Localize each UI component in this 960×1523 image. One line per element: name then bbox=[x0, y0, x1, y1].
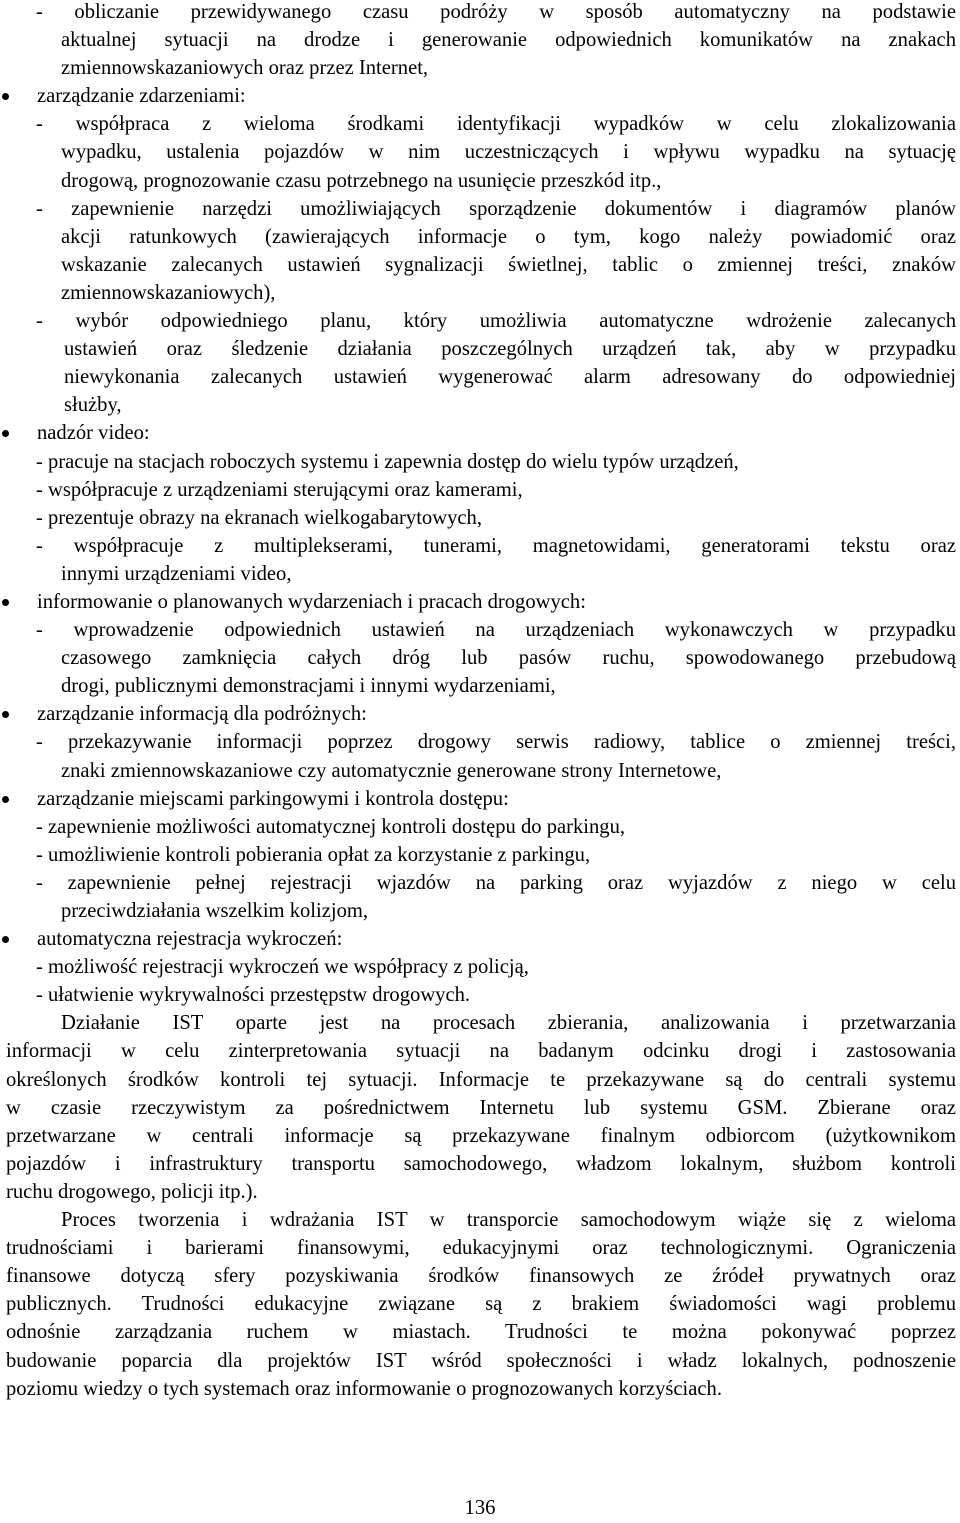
text-line: - umożliwienie kontroli pobierania opłat za korzystanie z parkingu, bbox=[36, 843, 591, 866]
text-line: akcji ratunkowych (zawierających informacje o tym, kogo należy powiadomić oraz bbox=[61, 225, 956, 248]
text-line: czasowego zamknięcia całych dróg lub pasów ruchu, spowodowanego przebudową bbox=[61, 647, 956, 670]
bullet-text: nadzór video: bbox=[37, 422, 150, 445]
bullet-text: informowanie o planowanych wydarzeniach i pracach drogowych: bbox=[37, 590, 586, 613]
text-line: - przekazywanie informacji poprzez drogowy serwis radiowy, tablice o zmiennej treści, bbox=[36, 731, 956, 754]
paragraph-line: Proces tworzenia i wdrażania IST w transporcie samochodowym wiąże się z wieloma bbox=[61, 1209, 956, 1232]
paragraph-line: publicznych. Trudności edukacyjne związane są z brakiem świadomości wagi problemu bbox=[6, 1293, 956, 1316]
text-line: - możliwość rejestracji wykroczeń we współpracy z policją, bbox=[36, 956, 529, 979]
text-line: - wybór odpowiedniego planu, który umożliwia automatyczne wdrożenie zalecanych bbox=[36, 310, 956, 333]
paragraph-line: odnośnie zarządzania ruchem w miastach. Trudności te można pokonywać poprzez bbox=[6, 1321, 956, 1344]
text-line: - prezentuje obrazy na ekranach wielkogabarytowych, bbox=[36, 506, 482, 529]
text-line: wypadku, ustalenia pojazdów w nim uczestniczących i wpływu wypadku na sytuację bbox=[61, 141, 956, 164]
text-line: - współpraca z wieloma środkami identyfikacji wypadków w celu zlokalizowania bbox=[36, 113, 956, 136]
paragraph-line: budowanie poparcia dla projektów IST wśród społeczności i władz lokalnych, podnoszenie bbox=[6, 1349, 956, 1372]
bullet-icon bbox=[2, 599, 9, 606]
text-line: - zapewnienie narzędzi umożliwiających sporządzenie dokumentów i diagramów planów bbox=[36, 197, 956, 220]
text-line: zmiennowskazaniowych), bbox=[61, 281, 276, 304]
text-line: przeciwdziałania wszelkim kolizjom, bbox=[61, 900, 369, 922]
paragraph-line: pojazdów i infrastruktury transportu samochodowego, władzom lokalnym, służbom kontroli bbox=[6, 1152, 956, 1175]
text-line: - współpracuje z multiplekserami, tunerami, magnetowidami, generatorami tekstu oraz bbox=[36, 534, 956, 557]
text-line: drogową, prognozowanie czasu potrzebnego na usunięcie przeszkód itp., bbox=[61, 169, 662, 192]
bullet-icon bbox=[2, 796, 9, 803]
bullet-item bbox=[6, 82, 956, 110]
document-page bbox=[6, 0, 956, 1403]
text-line: - pracuje na stacjach roboczych systemu i zapewnia dostęp do wielu typów urządzeń, bbox=[36, 450, 739, 473]
bullet-text: zarządzanie miejscami parkingowymi i kontrola dostępu: bbox=[37, 787, 509, 810]
text-line: - zapewnienie możliwości automatycznej kontroli dostępu do parkingu, bbox=[36, 815, 626, 838]
bullet-item bbox=[6, 700, 956, 728]
bullet-item bbox=[6, 588, 956, 616]
text-line: ustawień oraz śledzenie działania poszczególnych urządzeń tak, aby w przypadku bbox=[64, 338, 956, 361]
text-line: - zapewnienie pełnej rejestracji wjazdów na parking oraz wyjazdów z niego w celu bbox=[36, 871, 956, 894]
bullet-icon bbox=[2, 430, 9, 437]
paragraph-line: w czasie rzeczywistym za pośrednictwem Internetu lub systemu GSM. Zbierane oraz bbox=[6, 1096, 956, 1119]
paragraph-line: poziomu wiedzy o tych systemach oraz informowanie o prognozowanych korzyściach. bbox=[6, 1377, 722, 1400]
bullet-icon bbox=[2, 936, 9, 943]
text-line: zmiennowskazaniowych oraz przez Internet, bbox=[61, 57, 429, 80]
bullet-item bbox=[6, 419, 956, 447]
text-line: - wprowadzenie odpowiednich ustawień na urządzeniach wykonawczych w przypadku bbox=[36, 619, 956, 642]
paragraph-line: informacji w celu zinterpretowania sytuacji na badanym odcinku drogi i zastosowania bbox=[6, 1040, 956, 1063]
paragraph-line: finansowe dotyczą sfery pozyskiwania środków finansowych ze źródeł prywatnych oraz bbox=[6, 1265, 956, 1288]
paragraph-line: ruchu drogowego, policji itp.). bbox=[6, 1180, 258, 1203]
bullet-item bbox=[6, 925, 956, 953]
paragraph-line: trudnościami i barierami finansowymi, edukacyjnymi oraz technologicznymi. Ograniczenia bbox=[6, 1237, 956, 1260]
bullet-item bbox=[6, 785, 956, 813]
text-line: służby, bbox=[64, 394, 122, 417]
text-line: aktualnej sytuacji na drodze i generowanie odpowiednich komunikatów na znakach bbox=[61, 29, 956, 52]
paragraph-line: przetwarzane w centrali informacje są przekazywane finalnym odbiorcom (użytkownikom bbox=[6, 1124, 956, 1147]
text-line: drogi, publicznymi demonstracjami i innymi wydarzeniami, bbox=[61, 675, 556, 698]
text-line: niewykonania zalecanych ustawień wygenerować alarm adresowany do odpowiedniej bbox=[64, 366, 956, 389]
text-line: innymi urządzeniami video, bbox=[61, 562, 292, 585]
bullet-text: automatyczna rejestracja wykroczeń: bbox=[37, 928, 343, 951]
text-line: - współpracuje z urządzeniami sterującymi oraz kamerami, bbox=[36, 478, 523, 501]
paragraph-line: określonych środków kontroli tej sytuacji. Informacje te przekazywane są do centrali systemu bbox=[6, 1068, 956, 1091]
bullet-text: zarządzanie informacją dla podróżnych: bbox=[37, 703, 367, 726]
bullet-text: zarządzanie zdarzeniami: bbox=[37, 85, 246, 108]
text-line: - obliczanie przewidywanego czasu podróży w sposób automatyczny na podstawie bbox=[36, 1, 956, 23]
text-line: wskazanie zalecanych ustawień sygnalizacji świetlnej, tablic o zmiennej treści, znaków bbox=[61, 253, 956, 276]
page-number: 136 bbox=[464, 1497, 496, 1519]
text-line: znaki zmiennowskazaniowe czy automatycznie generowane strony Internetowe, bbox=[61, 759, 722, 782]
bullet-icon bbox=[2, 711, 9, 718]
text-line: - ułatwienie wykrywalności przestępstw drogowych. bbox=[36, 984, 471, 1007]
paragraph-line: Działanie IST oparte jest na procesach zbierania, analizowania i przetwarzania bbox=[61, 1012, 956, 1035]
bullet-icon bbox=[2, 93, 9, 100]
